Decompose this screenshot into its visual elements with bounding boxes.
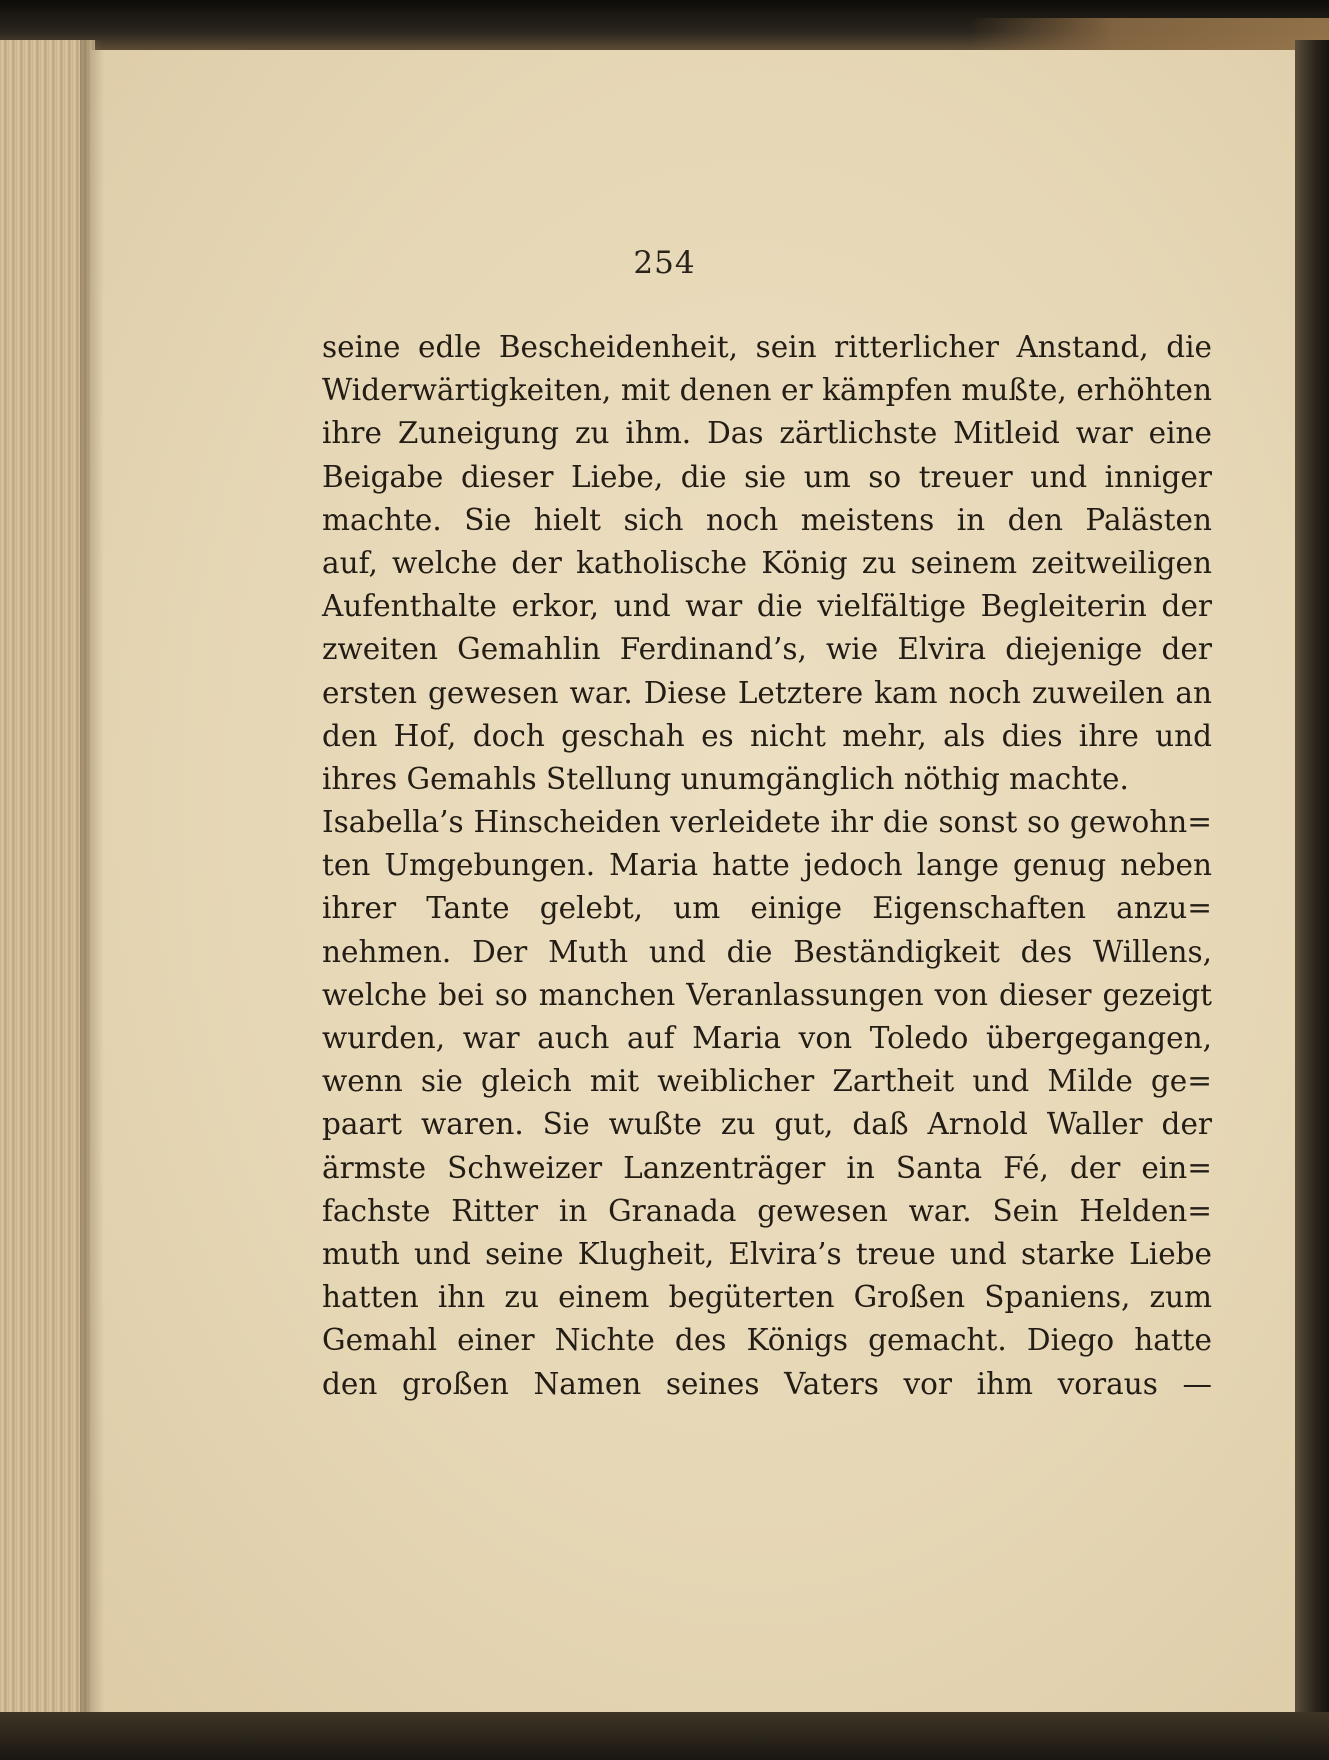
text-line: hatten ihn zu einem begüterten Großen Spaniens, zum <box>322 1280 1212 1315</box>
text-line: ärmste Schweizer Lanzenträger in Santa Fé, der ein= <box>322 1150 1212 1185</box>
text-line: Widerwärtigkeiten, mit denen er kämpfen mußte, erhöhten <box>322 373 1212 408</box>
text-line: muth und seine Klugheit, Elvira’s treue und starke Liebe <box>322 1236 1212 1271</box>
page-number: 254 <box>633 245 696 281</box>
text-line: Beigabe dieser Liebe, die sie um so treuer und inniger <box>322 459 1212 494</box>
text-line: wenn sie gleich mit weiblicher Zartheit und Milde ge= <box>322 1064 1212 1099</box>
text-line: wurden, war auch auf Maria von Toledo übergegangen, <box>322 1021 1212 1055</box>
text-line: Aufenthalte erkor, und war die vielfältige Begleiterin der <box>322 589 1212 624</box>
text-line: nehmen. Der Muth und die Beständigkeit des Willens, <box>322 934 1212 969</box>
text-line: den großen Namen seines Vaters vor ihm voraus — <box>322 1366 1212 1401</box>
worn-cover-edge <box>969 18 1329 52</box>
text-line: Gemahl einer Nichte des Königs gemacht. Diego hatte <box>322 1323 1212 1358</box>
text-line: den Hof, doch geschah es nicht mehr, als dies ihre und <box>322 718 1212 753</box>
gutter-shadow <box>80 40 104 1730</box>
text-line: welche bei so manchen Veranlassungen von dieser gezeigt <box>322 977 1212 1012</box>
text-line: auf, welche der katholische König zu seinem zeitweiligen <box>322 545 1212 580</box>
text-line: ihres Gemahls Stellung unumgänglich nöthig machte. <box>322 761 1129 796</box>
text-line: seine edle Bescheidenheit, sein ritterlicher Anstand, die <box>322 330 1212 364</box>
text-line: paart waren. Sie wußte zu gut, daß Arnold Waller der <box>322 1107 1212 1142</box>
text-line: fachste Ritter in Granada gewesen war. Sein Helden= <box>322 1193 1212 1228</box>
body-text <box>322 326 1212 1406</box>
text-line: ersten gewesen war. Diese Letztere kam noch zuweilen an <box>322 675 1212 710</box>
text-line: ihrer Tante gelebt, um einige Eigenschaften anzu= <box>322 891 1212 926</box>
book-right-edge <box>1295 40 1329 1730</box>
text-line: zweiten Gemahlin Ferdinand’s, wie Elvira diejenige der <box>322 632 1212 667</box>
text-line: machte. Sie hielt sich noch meistens in den Palästen <box>322 502 1212 537</box>
text-line: Isabella’s Hinscheiden verleidete ihr die sonst so gewohn= <box>322 805 1212 840</box>
text-line: ten Umgebungen. Maria hatte jedoch lange genug neben <box>322 848 1212 883</box>
text-line: ihre Zuneigung zu ihm. Das zärtlichste Mitleid war eine <box>322 416 1212 451</box>
book-bottom-edge <box>0 1712 1329 1760</box>
